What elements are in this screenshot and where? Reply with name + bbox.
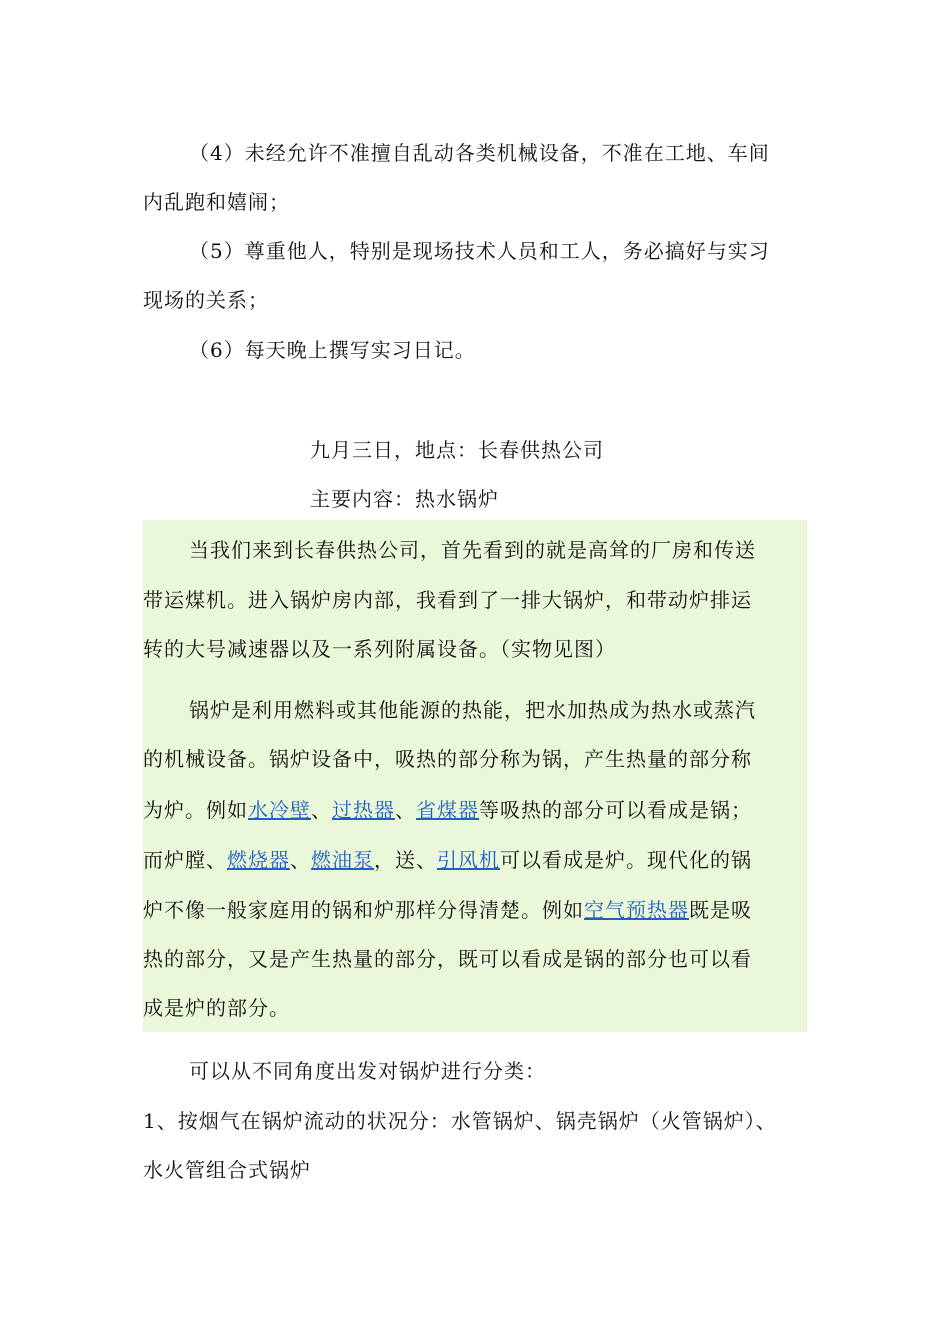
separator: 、	[311, 798, 332, 822]
para2-line-1: 锅炉是利用燃料或其他能源的热能，把水加热成为热水或蒸汽	[189, 698, 756, 722]
classification-intro: 可以从不同角度出发对锅炉进行分类：	[189, 1059, 546, 1083]
para2-line-5-text-a: 炉不像一般家庭用的锅和炉那样分得清楚。例如	[143, 898, 584, 922]
para2-line-3-text-a: 为炉。例如	[143, 798, 248, 822]
classification-item-1-line-1: 1、按烟气在锅炉流动的状况分：水管锅炉、锅壳锅炉（火管锅炉）、	[143, 1109, 777, 1133]
link-water-wall[interactable]: 水冷壁	[248, 798, 311, 822]
para2-line-4	[143, 847, 752, 873]
para2-line-2: 的机械设备。锅炉设备中，吸热的部分称为锅，产生热量的部分称	[143, 747, 752, 771]
rule-4-line-1: （4）未经允许不准擅自乱动各类机械设备，不准在工地、车间	[189, 141, 770, 165]
para2-line-6: 热的部分，又是产生热量的部分，既可以看成是锅的部分也可以看	[143, 947, 752, 971]
link-oil-pump[interactable]: 燃油泵	[311, 848, 374, 872]
classification-item-1-line-2: 水火管组合式锅炉	[143, 1158, 311, 1182]
heading-content: 主要内容：热水锅炉	[310, 487, 499, 511]
rule-6: （6）每天晚上撰写实习日记。	[189, 338, 476, 362]
separator: 、	[395, 798, 416, 822]
link-induced-draft-fan[interactable]: 引风机	[437, 848, 500, 872]
link-air-preheater[interactable]: 空气预热器	[584, 898, 689, 922]
rule-5-line-2: 现场的关系；	[143, 288, 269, 312]
para1-line-1: 当我们来到长春供热公司，首先看到的就是高耸的厂房和传送	[189, 538, 756, 562]
link-economizer[interactable]: 省煤器	[416, 798, 479, 822]
rule-4-line-2: 内乱跑和嬉闹；	[143, 190, 290, 214]
link-superheater[interactable]: 过热器	[332, 798, 395, 822]
para2-line-4-text-b: 可以看成是炉。现代化的锅	[500, 848, 752, 872]
separator: ，送、	[374, 848, 437, 872]
para1-line-2: 带运煤机。进入锅炉房内部，我看到了一排大锅炉，和带动炉排运	[143, 588, 752, 612]
rule-5-line-1: （5）尊重他人，特别是现场技术人员和工人，务必搞好与实习	[189, 239, 770, 263]
heading-date-place: 九月三日，地点：长春供热公司	[310, 438, 604, 462]
para2-line-3-text-b: 等吸热的部分可以看成是锅；	[479, 798, 752, 822]
para2-line-5	[143, 897, 752, 923]
para2-line-7: 成是炉的部分。	[143, 996, 290, 1020]
para2-line-3	[143, 797, 752, 823]
para2-line-5-text-b: 既是吸	[689, 898, 752, 922]
separator: 、	[290, 848, 311, 872]
link-burner[interactable]: 燃烧器	[227, 848, 290, 872]
para1-line-3: 转的大号减速器以及一系列附属设备。（实物见图）	[143, 637, 616, 661]
para2-line-4-text-a: 而炉膛、	[143, 848, 227, 872]
